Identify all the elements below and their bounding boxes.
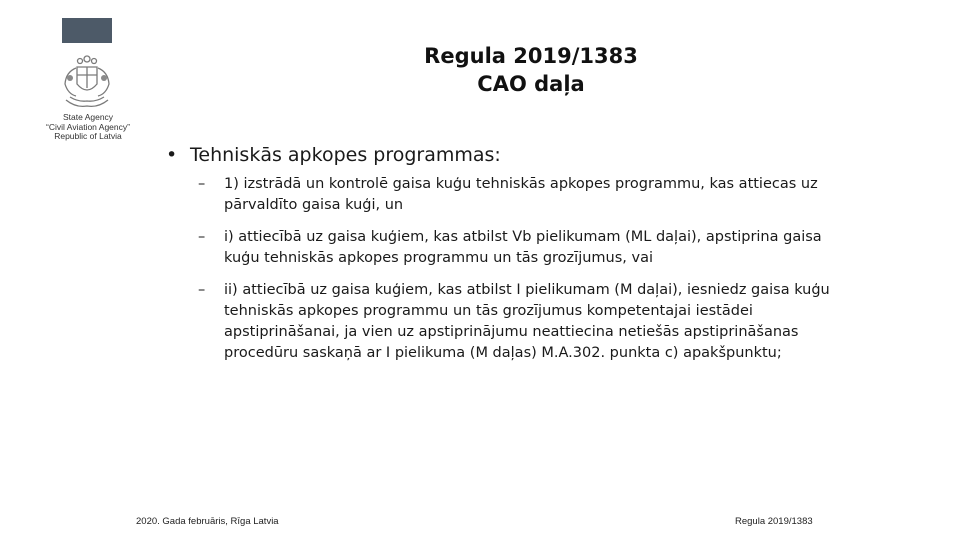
sub-item-line: apstiprināšanai, ja vien uz apstiprinājumu neattiecina netiešās apstiprināšanas	[224, 324, 799, 340]
dash-marker: –	[198, 229, 206, 245]
agency-line: Republic of Latvia	[54, 131, 122, 141]
bullet-marker: •	[166, 144, 178, 166]
sub-item-line: 1) izstrādā un kontrolē gaisa kuģu tehniskās apkopes programmu, kas attiecas uz	[224, 176, 818, 192]
agency-line: State Agency	[62, 112, 114, 122]
dash-marker: –	[198, 282, 206, 298]
footer-title: Regula 2019/1383	[735, 516, 813, 527]
main-bullet	[166, 141, 501, 169]
title-line-1: Regula 2019/1383	[424, 44, 638, 68]
agency-name	[30, 113, 146, 142]
footer-date: 2020. Gada februāris, Rīga Latvia	[136, 516, 279, 527]
slide-title	[396, 42, 666, 98]
sub-item-line: ii) attiecībā uz gaisa kuģiem, kas atbilst I pielikumam (M daļai), iesniedz gaisa kuģu	[224, 282, 830, 298]
title-line-2: CAO daļa	[477, 72, 585, 96]
sub-item-line: procedūru saskaņā ar I pielikuma (M daļas) M.A.302. punkta c) apakšpunktu;	[224, 345, 782, 361]
sub-item-line: kuģu tehniskās apkopes programmu un tās grozījumus, vai	[224, 250, 653, 266]
logo-bar	[62, 18, 112, 43]
sub-item-line: i) attiecībā uz gaisa kuģiem, kas atbilst Vb pielikumam (ML daļai), apstiprina gaisa	[224, 229, 822, 245]
dash-marker: –	[198, 176, 206, 192]
bullet-text: Tehniskās apkopes programmas:	[190, 144, 501, 166]
agency-line: “Civil Aviation Agency”	[46, 121, 130, 132]
coat-of-arms-icon	[56, 50, 118, 112]
sub-item-line: tehniskās apkopes programmu un tās grozījumus kompetentajai iestādei	[224, 303, 753, 319]
sub-item-line: pārvaldīto gaisa kuģi, un	[224, 197, 404, 213]
